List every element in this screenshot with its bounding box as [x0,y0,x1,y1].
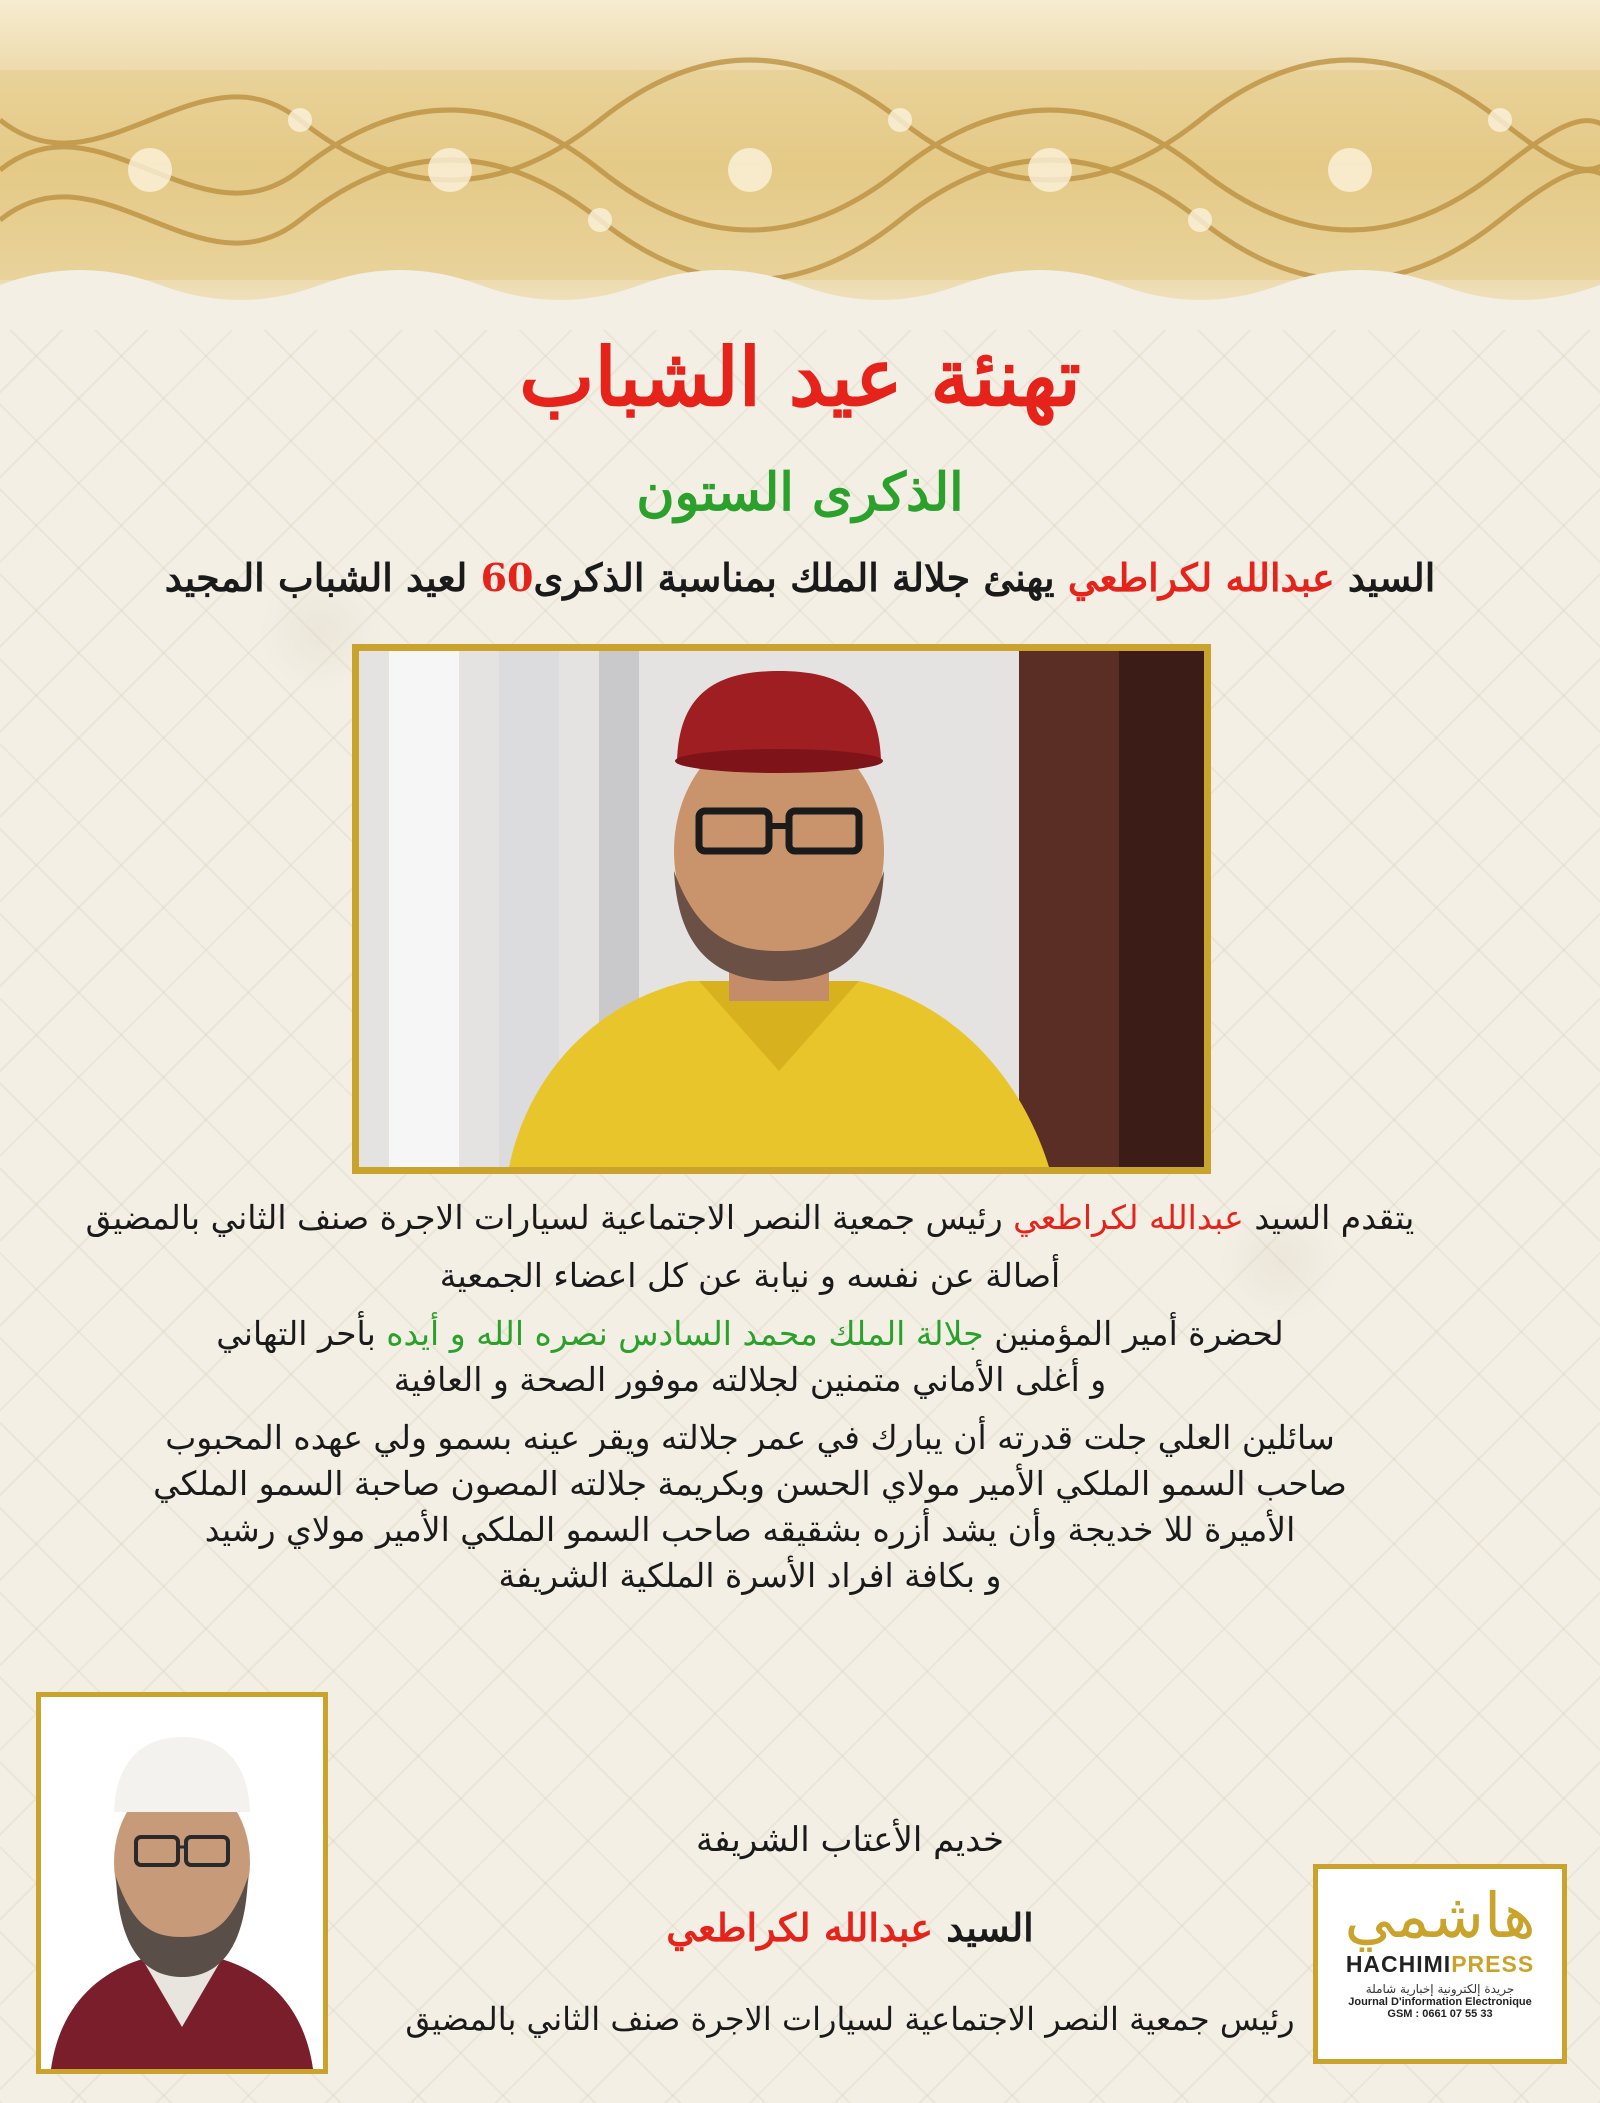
body-line-4: و أغلى الأماني متمنين لجلالته موفور الصحة و العافية [393,1360,1107,1399]
signature-name: عبدالله لكراطعي [666,1905,934,1950]
body-l3-prefix: لحضرة أمير المؤمنين [994,1314,1284,1353]
signature-prefix: السيد [946,1905,1034,1950]
body-line-2: أصالة عن نفسه و نيابة عن كل اعضاء الجمعية [439,1256,1061,1295]
servant-title: خديم الأعتاب الشريفة [695,1820,1005,1860]
body-l1-prefix: يتقدم السيد [1254,1198,1415,1237]
logo-arabic-mark: هاشمي [1344,1879,1536,1952]
signature-title: رئيس جمعية النصر الاجتماعية لسيارات الاجرة صنف الثاني بالمضيق [405,2000,1295,2038]
body-line-7: الأميرة للا خديجة وأن يشد أزره بشقيقه صاحب السمو الملكي الأمير مولاي رشيد [204,1510,1296,1549]
congrats-name: عبدالله لكراطعي [1067,555,1335,600]
logo-name-part2: PRESS [1451,1951,1535,1977]
congratulation-line [0,555,1600,600]
arabesque-ornament [0,0,1600,330]
hachimi-press-logo [1313,1864,1567,2064]
body-line-8: و بكافة افراد الأسرة الملكية الشريفة [498,1556,1002,1595]
body-line-3 [50,1311,1450,1357]
ornamental-header-band [0,0,1600,330]
sender-photo [36,1692,328,2074]
body-line-1 [50,1195,1450,1241]
congrats-middle: يهنئ جلالة الملك بمناسبة الذكرى [533,555,1055,600]
body-l3-suffix: بأحر التهاني [216,1314,376,1353]
body-l1-suffix: رئيس جمعية النصر الاجتماعية لسيارات الاجرة صنف الثاني بالمضيق [85,1198,1003,1237]
congrats-suffix: لعيد الشباب المجيد [164,555,468,600]
body-line-5: سائلين العلي جلت قدرته أن يبارك في عمر جلالته ويقر عينه بسمو ولي عهده المحبوب [165,1418,1335,1457]
logo-tagline-fr: Journal D'information Electronique [1348,1996,1532,2008]
body-line-6: صاحب السمو الملكي الأمير مولاي الحسن وبكريمة جلالته المصون صاحبة السمو الملكي [153,1464,1347,1503]
body-l3-king: جلالة الملك محمد السادس نصره الله و أيده [386,1314,984,1353]
logo-tagline-ar: جريدة إلكترونية إخبارية شاملة [1365,1982,1515,1996]
page-title: تهنئة عيد الشباب [519,330,1081,424]
message-body [50,1195,1450,1599]
congrats-prefix: السيد [1347,555,1436,600]
congrats-number: 60 [480,555,534,600]
signature-name-line [350,1905,1350,1950]
logo-gsm: GSM : 0661 07 55 33 [1387,2008,1493,2020]
portrait-illustration [359,651,1204,1167]
page-subtitle: الذكرى الستون [636,462,964,523]
sender-portrait [41,1697,323,2069]
logo-name [1318,1951,1562,1978]
body-l1-name: عبدالله لكراطعي [1013,1198,1244,1237]
logo-name-part1: HACHIMI [1345,1951,1452,1977]
king-portrait [352,644,1211,1174]
